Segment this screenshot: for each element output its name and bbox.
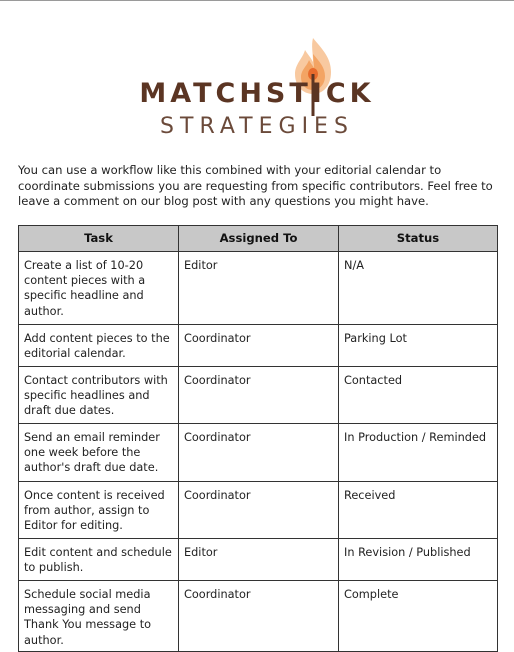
table-row (19, 325, 498, 367)
task-cell: Create a list of 10-20 content pieces with a specific headline and author. (19, 252, 179, 325)
logo-wordmark-line2: STRATEGIES (160, 114, 354, 139)
table-row (19, 482, 498, 539)
table-row (19, 367, 498, 424)
assigned-cell: Coordinator (179, 581, 339, 652)
status-cell: Complete (339, 581, 498, 652)
table-row (19, 252, 498, 325)
status-cell: In Revision / Published (339, 539, 498, 581)
task-cell: Contact contributors with specific headlines and draft due dates. (19, 367, 179, 424)
task-cell: Send an email reminder one week before the author's draft due date. (19, 424, 179, 482)
task-cell: Schedule social media messaging and send Thank You message to author. (19, 581, 179, 652)
header-assigned-to: Assigned To (179, 226, 339, 252)
assigned-cell: Coordinator (179, 424, 339, 482)
logo-wordmark-line1: MATCHSTICK (139, 78, 375, 109)
table-row (19, 539, 498, 581)
status-cell: In Production / Reminded (339, 424, 498, 482)
task-cell: Once content is received from author, assign to Editor for editing. (19, 482, 179, 539)
intro-paragraph: You can use a workflow like this combined with your editorial calendar to coordinate submissions you are requesting from specific contributors. Feel free to leave a comment on our blog post with any questions you might have. (18, 163, 493, 208)
assigned-cell: Coordinator (179, 367, 339, 424)
status-cell: Contacted (339, 367, 498, 424)
table-row (19, 581, 498, 652)
header-task: Task (19, 226, 179, 252)
status-cell: Parking Lot (339, 325, 498, 367)
assigned-cell: Coordinator (179, 325, 339, 367)
top-border (0, 0, 514, 1)
task-cell: Edit content and schedule to publish. (19, 539, 179, 581)
table-header-row (19, 226, 498, 252)
assigned-cell: Coordinator (179, 482, 339, 539)
task-cell: Add content pieces to the editorial calendar. (19, 325, 179, 367)
matchstick-logo (0, 30, 514, 145)
assigned-cell: Editor (179, 252, 339, 325)
status-cell: N/A (339, 252, 498, 325)
header-status: Status (339, 226, 498, 252)
status-cell: Received (339, 482, 498, 539)
workflow-table (18, 225, 498, 652)
table-row (19, 424, 498, 482)
assigned-cell: Editor (179, 539, 339, 581)
